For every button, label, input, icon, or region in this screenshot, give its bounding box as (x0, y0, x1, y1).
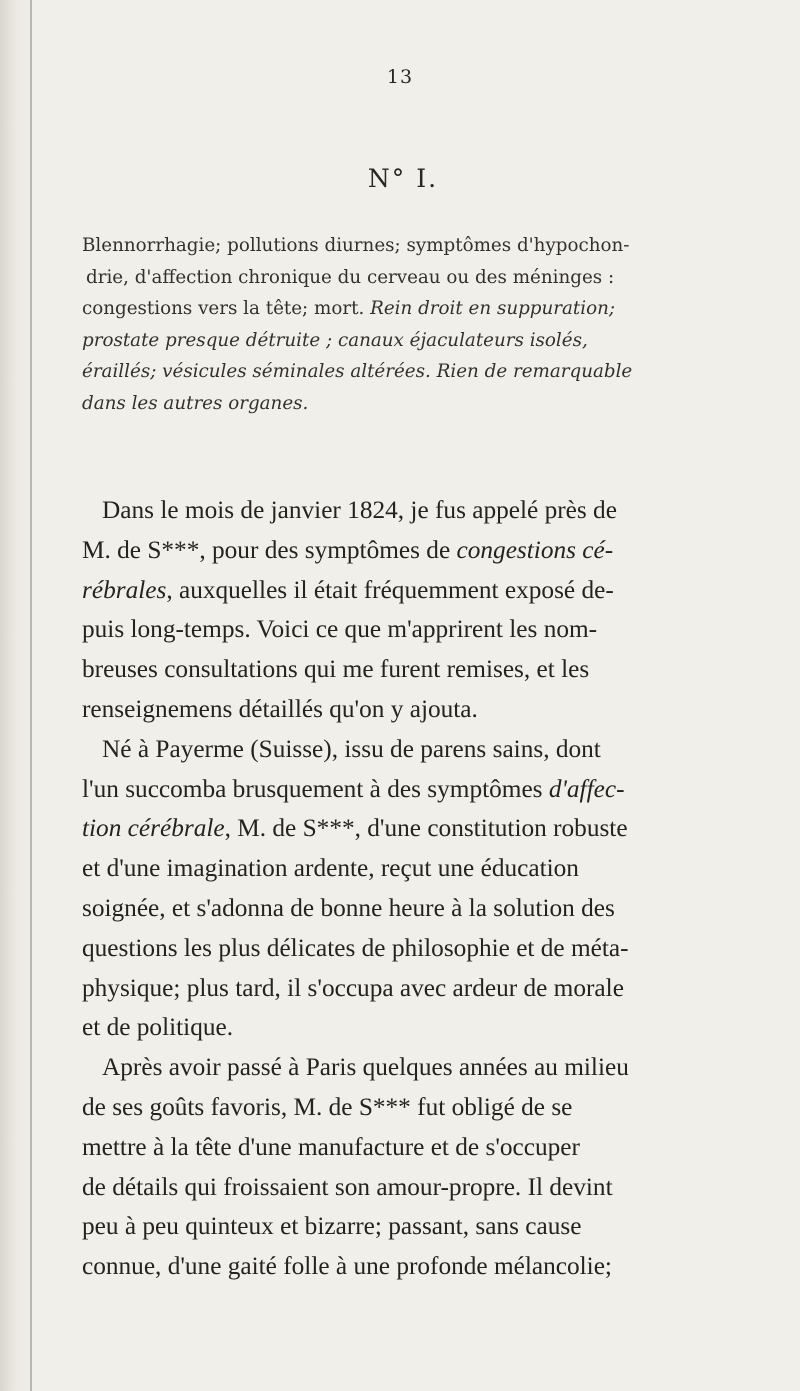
body-line (82, 809, 732, 849)
body-text: , M. de S***, d'une constitution robuste (224, 814, 628, 843)
body-line: puis long-temps. Voici ce que m'apprirent les nom- (82, 615, 598, 644)
body-italic-text: d'affec- (548, 774, 625, 803)
case-summary (82, 230, 732, 419)
summary-text: congestions vers la tête; mort. (82, 298, 371, 319)
page-edge-line (30, 0, 32, 1391)
body-line: physique; plus tard, il s'occupa avec ardeur de morale (82, 973, 624, 1002)
body-line: connue, d'une gaité folle à une profonde mélancolie; (82, 1252, 612, 1281)
summary-line (82, 293, 732, 325)
body-italic-text: congestions cé- (456, 535, 614, 564)
summary-line: éraillés; vésicules séminales altérées. Rien de remarquable (82, 361, 633, 382)
summary-line: dans les autres organes. (82, 392, 309, 414)
body-line: soignée, et s'adonna de bonne heure à la solution des (82, 893, 615, 922)
body-line (82, 770, 732, 810)
body-line: de détails qui froissaient son amour-propre. Il devint (82, 1172, 613, 1201)
body-line: questions les plus délicates de philosophie et de méta- (82, 933, 629, 962)
page-number: 13 (386, 66, 414, 88)
summary-line: Blennorrhagie; pollutions diurnes; symptômes d'hypochon- (82, 235, 630, 256)
body-line: mettre à la tête d'une manufacture et de s'occuper (82, 1132, 580, 1161)
case-narrative (82, 491, 732, 1287)
body-line (82, 571, 732, 611)
body-italic-text: rébrales (82, 575, 167, 604)
body-line: et d'une imagination ardente, reçut une éducation (82, 854, 579, 883)
summary-italic-text: Rein droit en suppuration; (370, 298, 616, 319)
body-line: de ses goûts favoris, M. de S*** fut obligé de se (82, 1092, 573, 1121)
summary-line: prostate presque détruite ; canaux éjaculateurs isolés, (82, 329, 588, 351)
body-line: et de politique. (82, 1013, 234, 1042)
body-line: Après avoir passé à Paris quelques années au milieu (102, 1053, 629, 1082)
body-line: renseignemens détaillés qu'on y ajouta. (82, 694, 478, 723)
body-line: peu à peu quinteux et bizarre; passant, sans cause (82, 1212, 582, 1241)
body-text: , auxquelles il était fréquemment exposé de- (166, 575, 614, 604)
body-line: breuses consultations qui me furent remises, et les (82, 655, 590, 684)
page-binding-edge (0, 0, 34, 1391)
section-title: N° I. (367, 164, 439, 193)
body-text: M. de S***, pour des symptômes de (82, 535, 457, 564)
body-line: Dans le mois de janvier 1824, je fus appelé près de (102, 496, 617, 524)
body-italic-text: tion cérébrale (82, 814, 225, 843)
body-line (82, 531, 732, 571)
body-line: Né à Payerme (Suisse), issu de parens sains, dont (102, 734, 601, 763)
body-text: l'un succomba brusquement à des symptômes (82, 774, 549, 803)
summary-line: drie, d'affection chronique du cerveau ou des méninges : (86, 266, 615, 288)
